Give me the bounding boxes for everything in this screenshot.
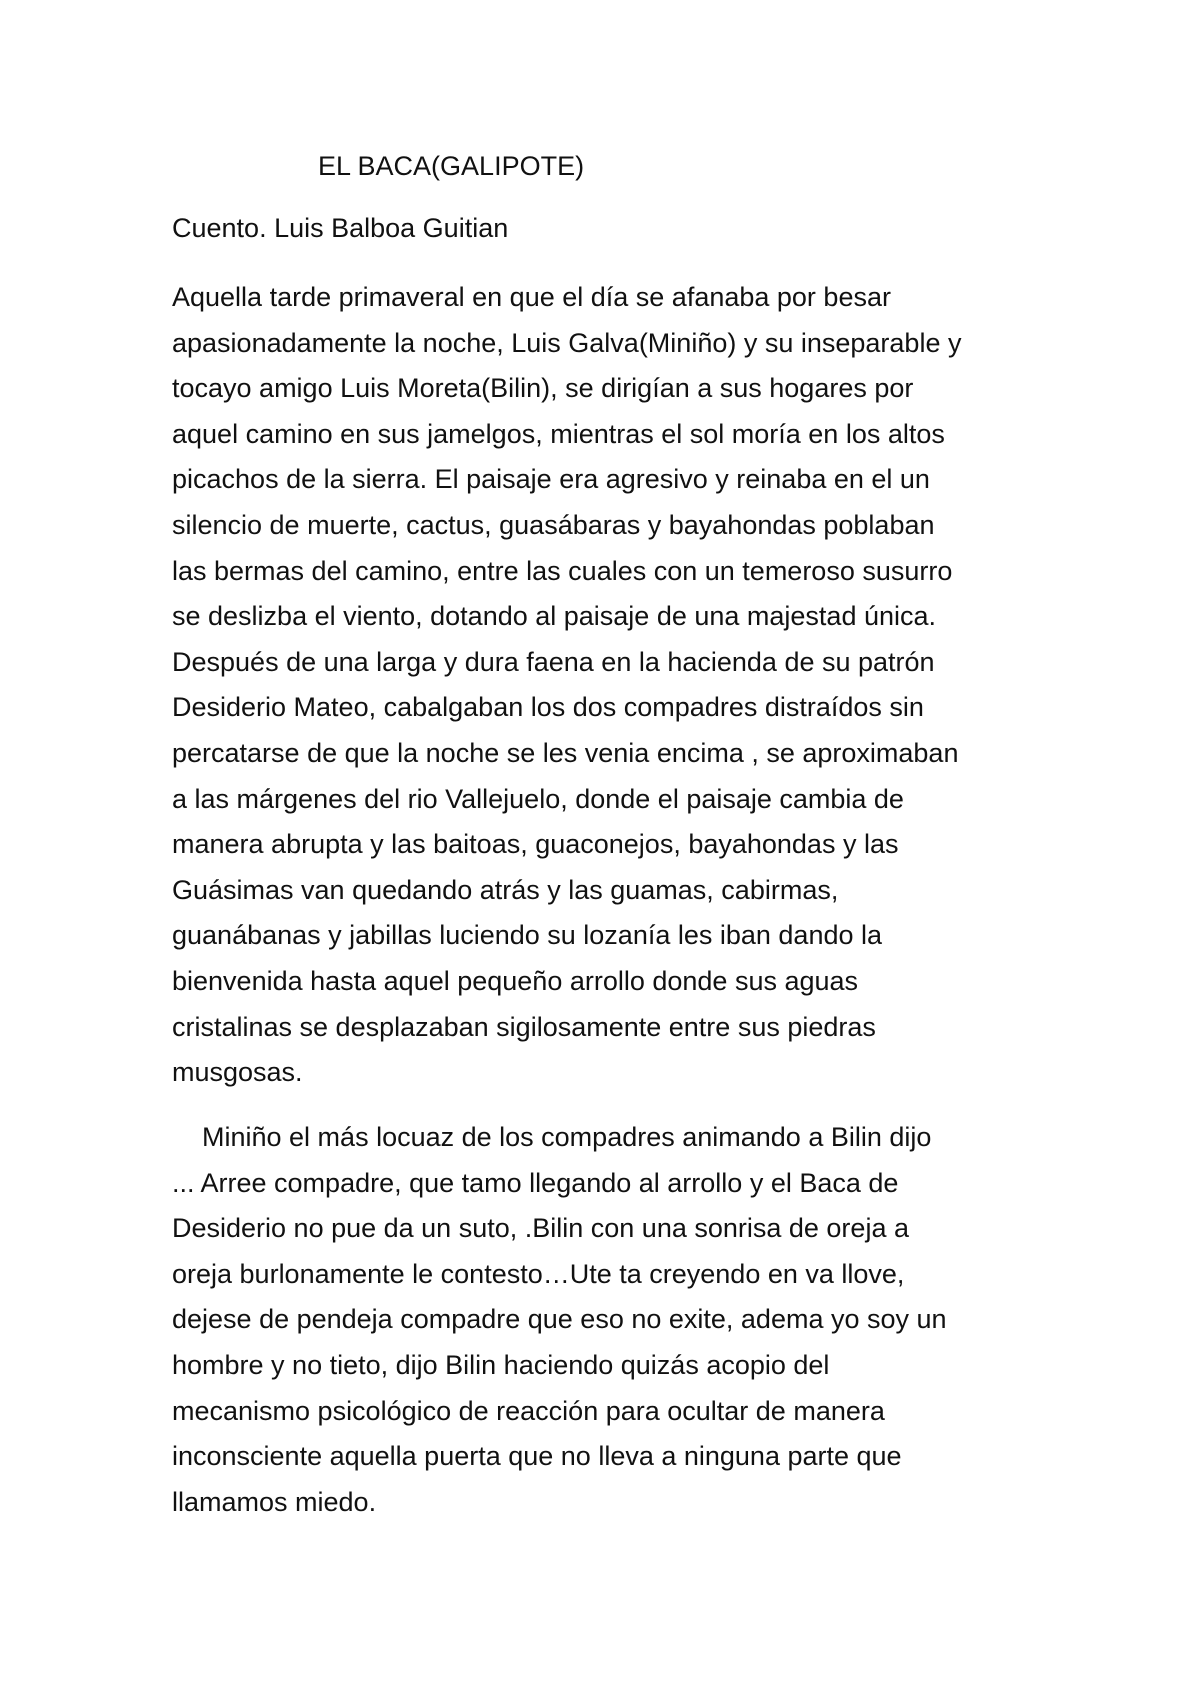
text-line: Desiderio Mateo, cabalgaban los dos compadres distraídos sin — [172, 692, 924, 723]
text-line: se deslizba el viento, dotando al paisaje de una majestad única. — [172, 601, 937, 632]
text-line: bienvenida hasta aquel pequeño arrollo donde sus aguas — [172, 965, 859, 996]
text-line: aquel camino en sus jamelgos, mientras el sol moría en los altos — [172, 418, 945, 449]
text-line: manera abrupta y las baitoas, guaconejos, bayahondas y las — [172, 829, 899, 860]
text-line: hombre y no tieto, dijo Bilin haciendo quizás acopio del — [172, 1349, 830, 1380]
text-line: mecanismo psicológico de reacción para ocultar de manera — [172, 1395, 885, 1426]
text-line: ... Arree compadre, que tamo llegando al arrollo y el Baca de — [172, 1167, 899, 1198]
text-line: dejese de pendeja compadre que eso no exite, adema yo soy un — [172, 1304, 947, 1335]
text-line: llamamos miedo. — [172, 1486, 377, 1517]
text-line: las bermas del camino, entre las cuales con un temeroso susurro — [172, 555, 953, 586]
text-line: percatarse de que la noche se les venia encima , se aproximaban — [172, 737, 959, 768]
text-line: Desiderio no pue da un suto, .Bilin con una sonrisa de oreja a — [172, 1213, 909, 1244]
text-line: guanábanas y jabillas luciendo su lozanía les iban dando la — [172, 920, 883, 951]
text-line: musgosas. — [172, 1057, 303, 1088]
text-line: Aquella tarde primaveral en que el día se afanaba por besar — [172, 282, 891, 312]
paragraph-1 — [172, 275, 1072, 1096]
text-line: Guásimas van quedando atrás y las guamas, cabirmas, — [172, 874, 839, 905]
text-line: apasionadamente la noche, Luis Galva(Miniño) y su inseparable y — [172, 327, 962, 358]
text-line: a las márgenes del rio Vallejuelo, donde el paisaje cambia de — [172, 783, 904, 814]
text-line: picachos de la sierra. El paisaje era agresivo y reinaba en el un — [172, 464, 930, 495]
text-line: cristalinas se desplazaban sigilosamente entre sus piedras — [172, 1011, 876, 1042]
text-line: oreja burlonamente le contesto…Ute ta creyendo en va llove, — [172, 1258, 905, 1289]
story-byline: Cuento. Luis Balboa Guitian — [172, 213, 509, 243]
text-line: Miniño el más locuaz de los compadres animando a Bilin dijo — [172, 1122, 932, 1152]
text-line: inconsciente aquella puerta que no lleva a ninguna parte que — [172, 1441, 902, 1472]
story-title: EL BACA(GALIPOTE) — [318, 151, 585, 181]
text-line: Después de una larga y dura faena en la hacienda de su patrón — [172, 646, 935, 677]
text-line: silencio de muerte, cactus, guasábaras y bayahondas poblaban — [172, 509, 935, 540]
paragraph-2 — [172, 1115, 1072, 1525]
text-line: tocayo amigo Luis Moreta(Bilin), se dirigían a sus hogares por — [172, 373, 914, 404]
